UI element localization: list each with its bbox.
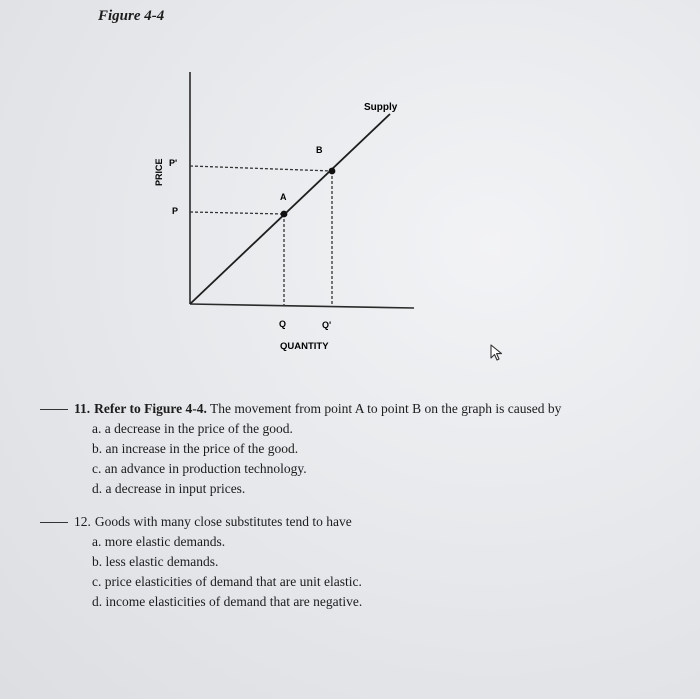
question-prompt: Goods with many close substitutes tend to have: [94, 514, 352, 529]
option-a: a. a decrease in the price of the good.: [92, 421, 293, 436]
option-list: [92, 419, 561, 499]
guide-p-prime-horizontal: [190, 166, 332, 171]
point-b-label: B: [316, 145, 323, 155]
x-axis-title: QUANTITY: [280, 341, 329, 352]
point-b-marker: [329, 168, 336, 175]
question-11: [40, 399, 561, 499]
option-d: d. a decrease in input prices.: [92, 481, 246, 496]
guide-p-horizontal: [190, 212, 284, 214]
option-b: b. less elastic demands.: [92, 554, 219, 569]
option-b: b. an increase in the price of the good.: [92, 441, 299, 456]
option-c: c. an advance in production technology.: [92, 461, 307, 476]
tick-label-p-prime: P': [169, 158, 178, 168]
mouse-cursor-icon: [489, 344, 505, 362]
question-prompt-bold: Refer to Figure 4-4.: [94, 401, 207, 416]
tick-label-p: P: [172, 206, 179, 216]
supply-label: Supply: [364, 102, 398, 113]
answer-blank-12[interactable]: [40, 522, 68, 523]
tick-label-q: Q: [279, 319, 287, 329]
supply-curve: [190, 114, 390, 304]
point-a-marker: [281, 211, 288, 218]
tick-label-q-prime: Q': [322, 320, 332, 330]
question-prompt: The movement from point A to point B on the graph is caused by: [206, 401, 562, 416]
y-axis-title: PRICE: [154, 158, 164, 186]
option-a: a. more elastic demands.: [92, 534, 226, 549]
question-12: [40, 512, 362, 612]
option-c: c. price elasticities of demand that are unit elastic.: [92, 574, 362, 589]
x-axis: [190, 304, 414, 308]
question-number: 12.: [74, 514, 91, 529]
point-a-label: A: [280, 192, 287, 202]
figure-title: Figure 4-4: [98, 8, 165, 24]
option-d: d. income elasticities of demand that are negative.: [92, 594, 363, 609]
question-number: 11.: [74, 401, 91, 416]
option-list: [92, 532, 362, 612]
answer-blank-11[interactable]: [40, 409, 68, 410]
